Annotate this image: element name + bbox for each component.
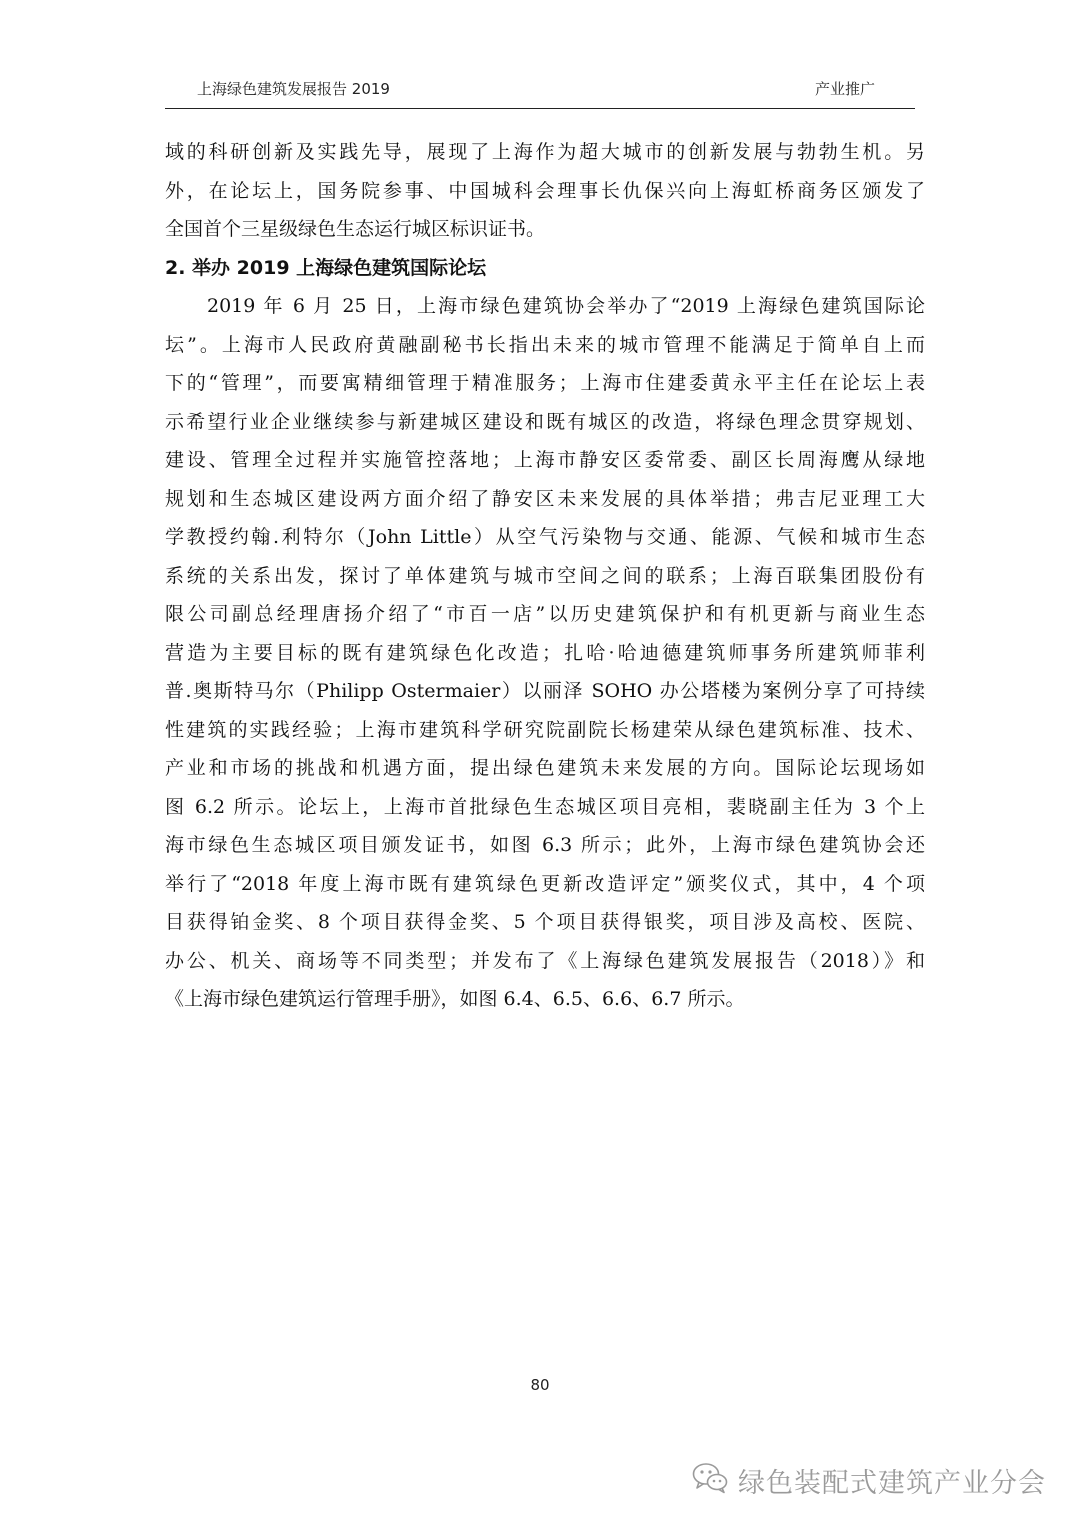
paragraph-line: 限公司副总经理唐扬介绍了“市百一店”以历史建筑保护和有机更新与商业生态 <box>165 603 925 625</box>
paragraph-line: 规划和生态城区建设两方面介绍了静安区未来发展的具体举措；弗吉尼亚理工大 <box>165 487 925 510</box>
section-heading: 2. 举办 2019 上海绿色建筑国际论坛 <box>165 256 487 279</box>
paragraph-line: 建设、管理全过程并实施管控落地；上海市静安区委常委、副区长周海鹰从绿地 <box>165 449 925 471</box>
page-body <box>165 133 925 1019</box>
running-header <box>165 72 915 109</box>
paragraph-line: 下的“管理”，而要寓精细管理于精准服务；上海市住建委黄永平主任在论坛上表 <box>165 372 925 394</box>
paragraph-line: 办公、机关、商场等不同类型；并发布了《上海绿色建筑发展报告（2018）》和 <box>165 949 925 972</box>
paragraph-line: 坛”。上海市人民政府黄融副秘书长指出未来的城市管理不能满足于简单自上而 <box>165 333 925 356</box>
paragraph-line: 图 6.2 所示。论坛上，上海市首批绿色生态城区项目亮相，裴晓副主任为 3 个上 <box>165 795 925 818</box>
paragraph-line: 学教授约翰.利特尔（John Little）从空气污染物与交通、能源、气候和城市生态 <box>165 526 925 548</box>
paragraph-line: 营造为主要目标的既有建筑绿色化改造；扎哈·哈迪德建筑师事务所建筑师菲利 <box>165 641 925 664</box>
paragraph-line: 产业和市场的挑战和机遇方面，提出绿色建筑未来发展的方向。国际论坛现场如 <box>165 757 925 779</box>
paragraph-line: 性建筑的实践经验；上海市建筑科学研究院副院长杨建荣从绿色建筑标准、技术、 <box>165 718 925 741</box>
watermark-text: 绿色装配式建筑产业分会 <box>738 1467 1046 1499</box>
paragraph-line: 普.奥斯特马尔（Philipp Ostermaier）以丽泽 SOHO 办公塔楼为案例分享了可持续 <box>165 680 925 702</box>
wechat-icon <box>692 1462 728 1498</box>
paragraph-line: 域的科研创新及实践先导，展现了上海作为超大城市的创新发展与勃勃生机。另 <box>165 141 925 163</box>
paragraph-line: 示希望行业企业继续参与新建城区建设和既有城区的改造，将绿色理念贯穿规划、 <box>165 410 925 433</box>
paragraph-line: 海市绿色生态城区项目颁发证书，如图 6.3 所示；此外，上海市绿色建筑协会还 <box>165 834 925 856</box>
watermark <box>692 1458 1046 1502</box>
paragraph-line: 《上海市绿色建筑运行管理手册》，如图 6.4、6.5、6.6、6.7 所示。 <box>165 988 745 1010</box>
paragraph-line: 外，在论坛上，国务院参事、中国城科会理事长仇保兴向上海虹桥商务区颁发了 <box>165 179 925 202</box>
page-number: 80 <box>530 1376 550 1394</box>
paragraph-line: 举行了“2018 年度上海市既有建筑绿色更新改造评定”颁奖仪式，其中，4 个项 <box>165 872 925 895</box>
paragraph-line: 目获得铂金奖、8 个项目获得金奖、5 个项目获得银奖，项目涉及高校、医院、 <box>165 911 925 933</box>
paragraph-line: 系统的关系出发，探讨了单体建筑与城市空间之间的联系；上海百联集团股份有 <box>165 564 925 587</box>
paragraph-line: 2019 年 6 月 25 日，上海市绿色建筑协会举办了“2019 上海绿色建筑国际论 <box>207 295 925 317</box>
header-section: 产业推广 <box>814 80 875 98</box>
header-title: 上海绿色建筑发展报告 2019 <box>197 80 390 98</box>
paragraph-line: 全国首个三星级绿色生态运行城区标识证书。 <box>165 218 546 240</box>
